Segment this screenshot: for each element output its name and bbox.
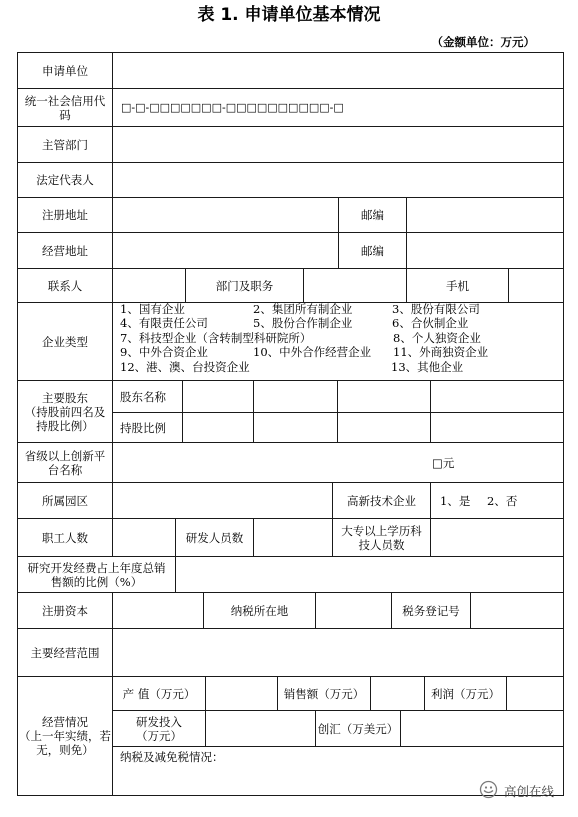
mobile-label-cell <box>406 268 509 303</box>
shareholder-ratio-cell-3 <box>337 412 431 443</box>
sales-value-cell <box>370 676 425 711</box>
rd-ratio-value-cell <box>175 556 564 593</box>
innovation-platform-label <box>25 449 106 477</box>
watermark-text: 高创在线 <box>504 784 555 799</box>
legal-rep-value-cell <box>112 162 564 198</box>
business-address-label-cell <box>17 232 113 269</box>
hightech-option-yes: 1、是 <box>440 493 471 508</box>
shareholders-label-line-3: 持股比例） <box>36 418 94 433</box>
operations-label-cell <box>17 676 113 796</box>
hightech-options-cell <box>430 482 564 519</box>
park-label: 所属园区 <box>42 493 88 508</box>
enterprise-type-options-cell <box>112 302 564 381</box>
rd-investment-label-line-1: 研发投入 <box>136 714 182 729</box>
dept-title-label-cell <box>185 268 304 303</box>
college-staff-value-cell <box>430 518 564 557</box>
staff-total-value-cell <box>112 518 176 557</box>
tax-id-label-cell <box>391 592 471 629</box>
applicant-name-label-cell <box>17 52 113 89</box>
amount-unit-note: （金额单位：万元） <box>431 35 535 49</box>
shareholder-ratio-label: 持股比例 <box>120 420 166 435</box>
shareholder-name-cell-2 <box>253 380 338 413</box>
innovation-platform-value-cell <box>112 442 564 483</box>
sales-label: 销售额（万元） <box>283 686 365 701</box>
park-value-cell <box>112 482 333 519</box>
shareholder-ratio-label-cell <box>112 412 183 443</box>
shareholder-ratio-cell-1 <box>182 412 254 443</box>
business-scope-label-cell <box>17 628 113 677</box>
business-postcode-label-cell <box>338 232 407 269</box>
enterprise-type-option: 5、股份合作制企业 <box>253 316 353 330</box>
enterprise-type-option: 6、合伙制企业 <box>392 316 469 330</box>
staff-total-label-cell <box>17 518 113 557</box>
operations-label-line-3: 无，则免） <box>36 743 94 757</box>
output-value-label: 产 值（万元） <box>122 686 196 701</box>
staff-total-label: 职工人数 <box>42 530 88 545</box>
shareholders-label-cell <box>17 380 113 443</box>
operations-label <box>19 715 111 757</box>
park-label-cell <box>17 482 113 519</box>
rd-ratio-label-cell <box>17 556 176 593</box>
registered-capital-label-cell <box>17 592 113 629</box>
registered-address-label-cell <box>17 197 113 233</box>
credit-code-label-line-1: 统一社会信用代 <box>24 93 106 108</box>
mobile-value-cell <box>508 268 564 303</box>
enterprise-type-option: 3、股份有限公司 <box>392 302 480 316</box>
enterprise-type-label-cell <box>17 302 113 381</box>
operations-label-line-2: （上一年实绩，若 <box>19 729 111 743</box>
contact-label-cell <box>17 268 113 303</box>
shareholder-ratio-cell-4 <box>430 412 564 443</box>
business-scope-value-cell <box>112 628 564 677</box>
business-postcode-value-cell <box>406 232 564 269</box>
enterprise-type-option: 2、集团所有制企业 <box>253 302 353 316</box>
rd-staff-label-cell <box>175 518 254 557</box>
contact-value-cell <box>112 268 186 303</box>
tax-info-label: 纳税及减免税情况： <box>120 750 224 764</box>
profit-value-cell <box>506 676 564 711</box>
credit-code-value-cell <box>112 88 564 127</box>
rd-staff-value-cell <box>253 518 333 557</box>
tax-location-label-cell <box>203 592 316 629</box>
rd-ratio-label <box>28 561 166 589</box>
sales-label-cell <box>277 676 371 711</box>
page-title: 表 1. 申请单位基本情况 <box>197 5 381 25</box>
shareholder-name-label: 股东名称 <box>120 389 166 404</box>
rd-investment-label-cell <box>112 710 206 747</box>
mobile-label: 手机 <box>446 278 469 293</box>
college-staff-label <box>341 524 422 552</box>
rd-investment-value-cell <box>205 710 316 747</box>
enterprise-type-label: 企业类型 <box>42 334 88 349</box>
enterprise-type-option: 11、外商独资企业 <box>393 345 489 359</box>
college-staff-label-line-1: 大专以上学历科 <box>341 523 422 538</box>
forex-value-cell <box>400 710 564 747</box>
supervising-dept-label-cell <box>17 126 113 163</box>
supervising-dept-label: 主管部门 <box>42 137 88 152</box>
registered-address-value-cell <box>112 197 339 233</box>
shareholder-name-cell-4 <box>430 380 564 413</box>
college-staff-label-line-2: 技人员数 <box>358 537 405 552</box>
supervising-dept-value-cell <box>112 126 564 163</box>
hightech-label: 高新技术企业 <box>347 493 416 508</box>
legal-rep-label-cell <box>17 162 113 198</box>
tax-id-label: 税务登记号 <box>402 603 460 618</box>
hightech-label-cell <box>332 482 431 519</box>
forex-label: 创汇（万美元） <box>317 721 399 736</box>
legal-rep-label: 法定代表人 <box>36 173 94 187</box>
shareholder-name-cell-1 <box>182 380 254 413</box>
enterprise-type-option: 9、中外合资企业 <box>120 345 208 359</box>
innovation-platform-amount: □元 <box>432 455 455 470</box>
output-value-label-cell <box>112 676 206 711</box>
shareholder-ratio-cell-2 <box>253 412 338 443</box>
registered-postcode-label: 邮编 <box>361 208 384 222</box>
hightech-option-no: 2、否 <box>487 493 518 508</box>
wechat-official-account-icon <box>479 780 498 803</box>
applicant-name-value-cell <box>112 52 564 89</box>
tax-location-label: 纳税所在地 <box>230 603 289 618</box>
enterprise-type-option: 4、有限责任公司 <box>120 316 208 330</box>
registered-postcode-value-cell <box>406 197 564 233</box>
credit-code-label <box>25 94 106 122</box>
rd-staff-label: 研发人员数 <box>185 530 244 545</box>
shareholder-name-cell-3 <box>337 380 431 413</box>
shareholders-label-line-1: 主要股东 <box>42 390 88 405</box>
registered-capital-label: 注册资本 <box>42 603 88 618</box>
registered-capital-value-cell <box>112 592 204 629</box>
shareholders-label <box>25 391 106 433</box>
shareholders-label-line-2: （持股前四名及 <box>24 404 106 419</box>
college-staff-label-cell <box>332 518 431 557</box>
enterprise-type-option: 7、科技型企业（含转制型科研院所） <box>120 330 312 345</box>
business-scope-label: 主要经营范围 <box>30 645 100 660</box>
business-address-label: 经营地址 <box>42 243 88 258</box>
credit-code-label-cell <box>17 88 113 127</box>
profit-label: 利润（万元） <box>431 686 500 701</box>
output-value-cell <box>205 676 278 711</box>
credit-code-placeholder-boxes: □-□-□□□□□□□-□□□□□□□□□□-□ <box>121 100 344 114</box>
enterprise-type-option: 8、个人独资企业 <box>393 330 481 345</box>
enterprise-type-option: 12、港、澳、台投资企业 <box>120 359 250 374</box>
enterprise-type-option: 10、中外合作经营企业 <box>253 345 372 359</box>
enterprise-type-option: 13、其他企业 <box>391 359 464 374</box>
forex-label-cell <box>315 710 401 747</box>
enterprise-type-option: 1、国有企业 <box>120 302 185 316</box>
innovation-platform-label-line-2: 台名称 <box>47 462 83 477</box>
dept-title-label: 部门及职务 <box>215 278 274 293</box>
rd-investment-label <box>136 715 182 743</box>
profit-label-cell <box>424 676 507 711</box>
tax-id-value-cell <box>470 592 564 629</box>
rd-ratio-label-line-2: 售额的比例（%） <box>50 574 143 589</box>
tax-location-value-cell <box>315 592 392 629</box>
registered-address-label: 注册地址 <box>42 208 88 222</box>
shareholder-name-label-cell <box>112 380 183 413</box>
innovation-platform-label-cell <box>17 442 113 483</box>
watermark <box>479 782 554 801</box>
registered-postcode-label-cell <box>338 197 407 233</box>
business-address-value-cell <box>112 232 339 269</box>
innovation-platform-label-line-1: 省级以上创新平 <box>24 448 106 463</box>
credit-code-label-line-2: 码 <box>59 107 71 122</box>
contact-label: 联系人 <box>47 278 83 293</box>
rd-ratio-label-line-1: 研究开发经费占上年度总销 <box>27 560 166 575</box>
business-postcode-label: 邮编 <box>361 243 384 258</box>
operations-label-line-1: 经营情况 <box>42 715 88 729</box>
dept-title-value-cell <box>303 268 407 303</box>
rd-investment-label-line-2: （万元） <box>136 728 182 743</box>
applicant-name-label: 申请单位 <box>42 63 88 78</box>
